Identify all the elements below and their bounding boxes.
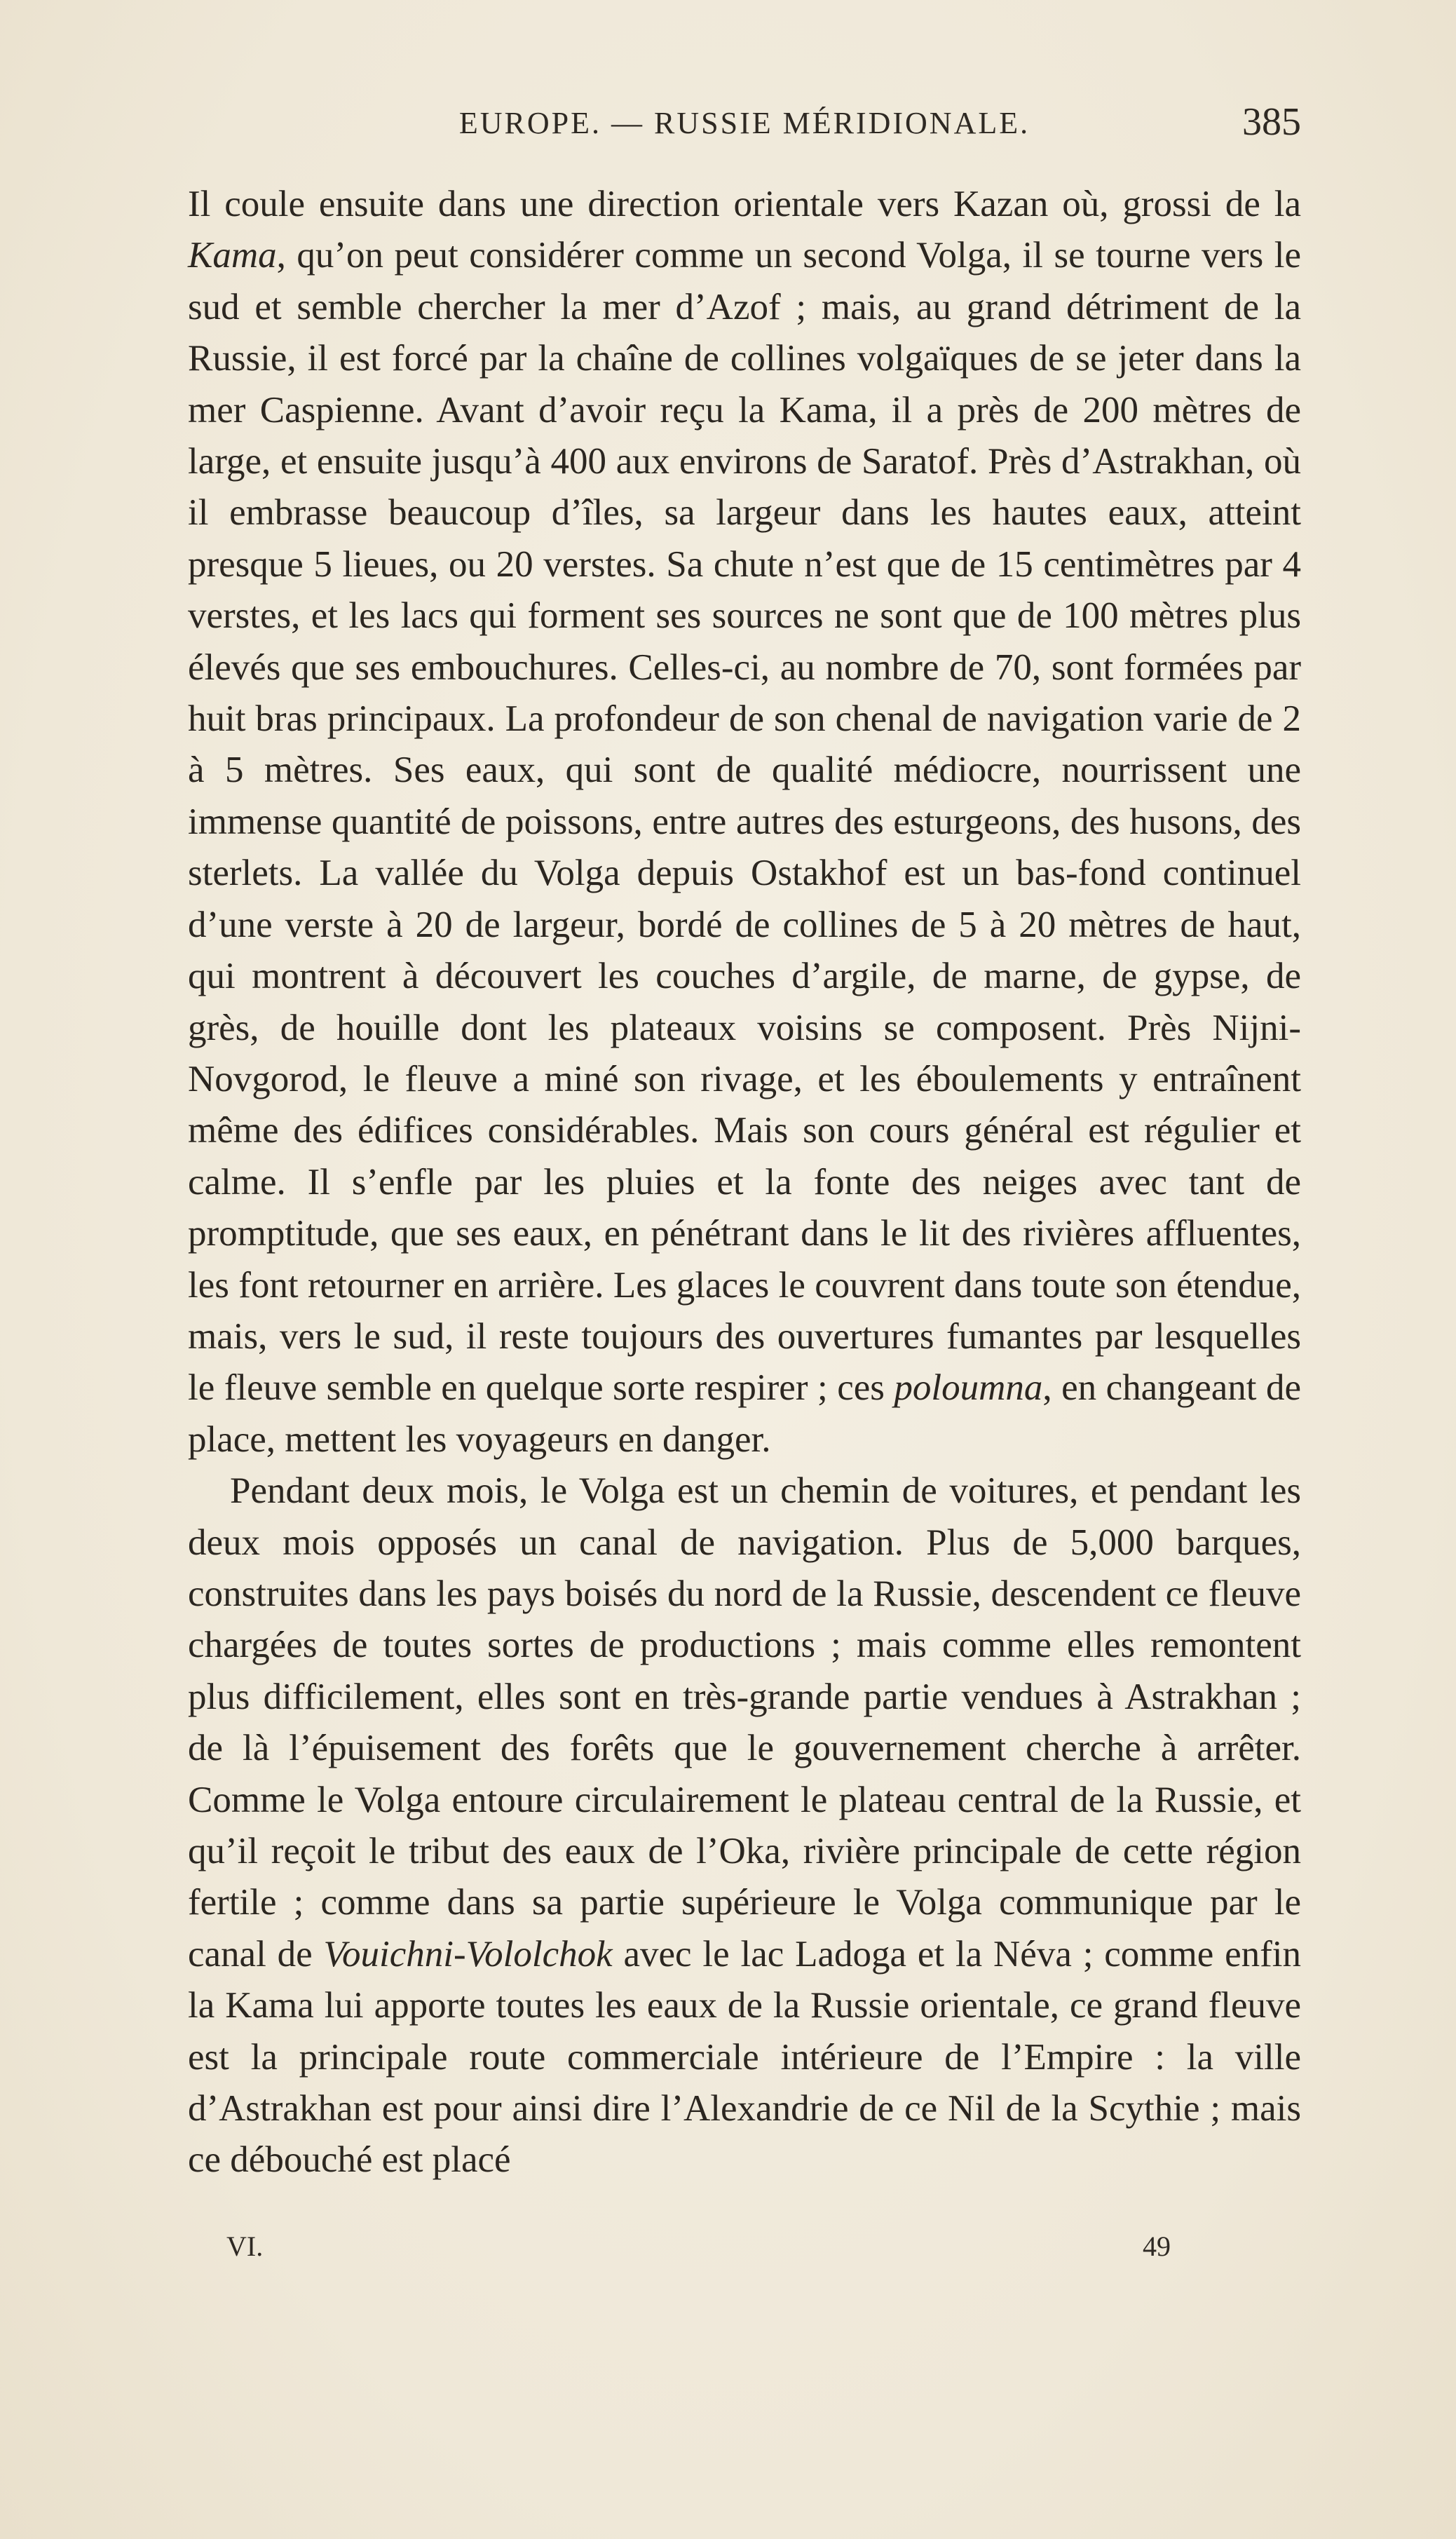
paragraph-2-text-a: Pendant deux mois, le Volga est un chemin de voitures, et pendant les deux mois opposés un canal de navigation. Plus de 5,000 barques, construites dans les pays boisés du nord de la Russie, descendent ce fleuve chargées de toutes sortes de productions ; mais comme elles remontent plus difficilement, elles sont en très-grande partie vendues à Astrakhan ; de là l’épuisement des forêts que le gouvernement cherche à arrêter. Comme le Volga entoure circulairement le plateau central de la Russie, et qu’il reçoit le tribut des eaux de l’Oka, rivière principale de cette région fertile ; comme dans sa partie supérieure le Volga communique par le canal de	[188, 1470, 1301, 1975]
page-number: 385	[1242, 100, 1301, 144]
term-kama: Kama	[188, 235, 277, 276]
page-footer	[188, 2230, 1301, 2272]
running-head: EUROPE. — RUSSIE MÉRIDIONALE.	[458, 106, 1030, 140]
signature-mark: 49	[1143, 2230, 1171, 2262]
term-poloumna: poloumna	[894, 1367, 1043, 1409]
paragraph-2-text-b: avec le lac Ladoga et la Néva ; comme enfin la Kama lui apporte toutes les eaux de la Russie orientale, ce grand fleuve est la principale route commerciale intérieure de l’Empire : la ville d’Astrakhan est pour ainsi dire l’Alexandrie de ce Nil de la Scythie ; mais ce débouché est placé	[188, 1933, 1301, 2181]
volume-number: VI.	[226, 2230, 264, 2262]
body-text	[188, 179, 1301, 2186]
term-vouichni-vololchok: Vouichni-Vololchok	[323, 1933, 613, 1975]
paragraph-2	[188, 1465, 1301, 2186]
paragraph-1-text-a: Il coule ensuite dans une direction orientale vers Kazan où, grossi de la	[188, 184, 1301, 224]
paragraph-1-text-c: , en changeant de place, mettent les voyageurs en danger.	[188, 1367, 1301, 1460]
page-header	[188, 100, 1301, 149]
paragraph-1-text-b: , qu’on peut considérer comme un second Volga, il se tourne vers le sud et semble chercher la mer d’Azof ; mais, au grand détriment de la Russie, il est forcé par la chaîne de collines volgaïques de se jeter dans la mer Caspienne. Avant d’avoir reçu la Kama, il a près de 200 mètres de large, et ensuite jusqu’à 400 aux environs de Saratof. Près d’Astrakhan, où il embrasse beaucoup d’îles, sa largeur dans les hautes eaux, atteint presque 5 lieues, ou 20 verstes. Sa chute n’est que de 15 centimètres par 4 verstes, et les lacs qui forment ses sources ne sont que de 100 mètres plus élevés que ses embouchures. Celles-ci, au nombre de 70, sont formées par huit bras principaux. La profondeur de son chenal de navigation varie de 2 à 5 mètres. Ses eaux, qui sont de qualité médiocre, nourrissent une immense quantité de poissons, entre autres des esturgeons, des husons, des sterlets. La vallée du Volga depuis Ostakhof est un bas-fond continuel d’une verste à 20 de largeur, bordé de collines de 5 à 20 mètres de haut, qui montrent à découvert les couches d’argile, de marne, de gypse, de grès, de houille dont les plateaux voisins se composent. Près Nijni-Novgorod, le fleuve a miné son rivage, et les éboulements y entraînent même des édifices considérables. Mais son cours général est régulier et calme. Il s’enfle par les pluies et la fonte des neiges avec tant de promptitude, que ses eaux, en pénétrant dans le lit des rivières affluentes, les font retourner en arrière. Les glaces le couvrent dans toute son étendue, mais, vers le sud, il reste toujours des ouvertures fumantes par lesquelles le fleuve semble en quelque sorte respirer ; ces	[188, 235, 1301, 1409]
paragraph-1	[188, 179, 1301, 1465]
